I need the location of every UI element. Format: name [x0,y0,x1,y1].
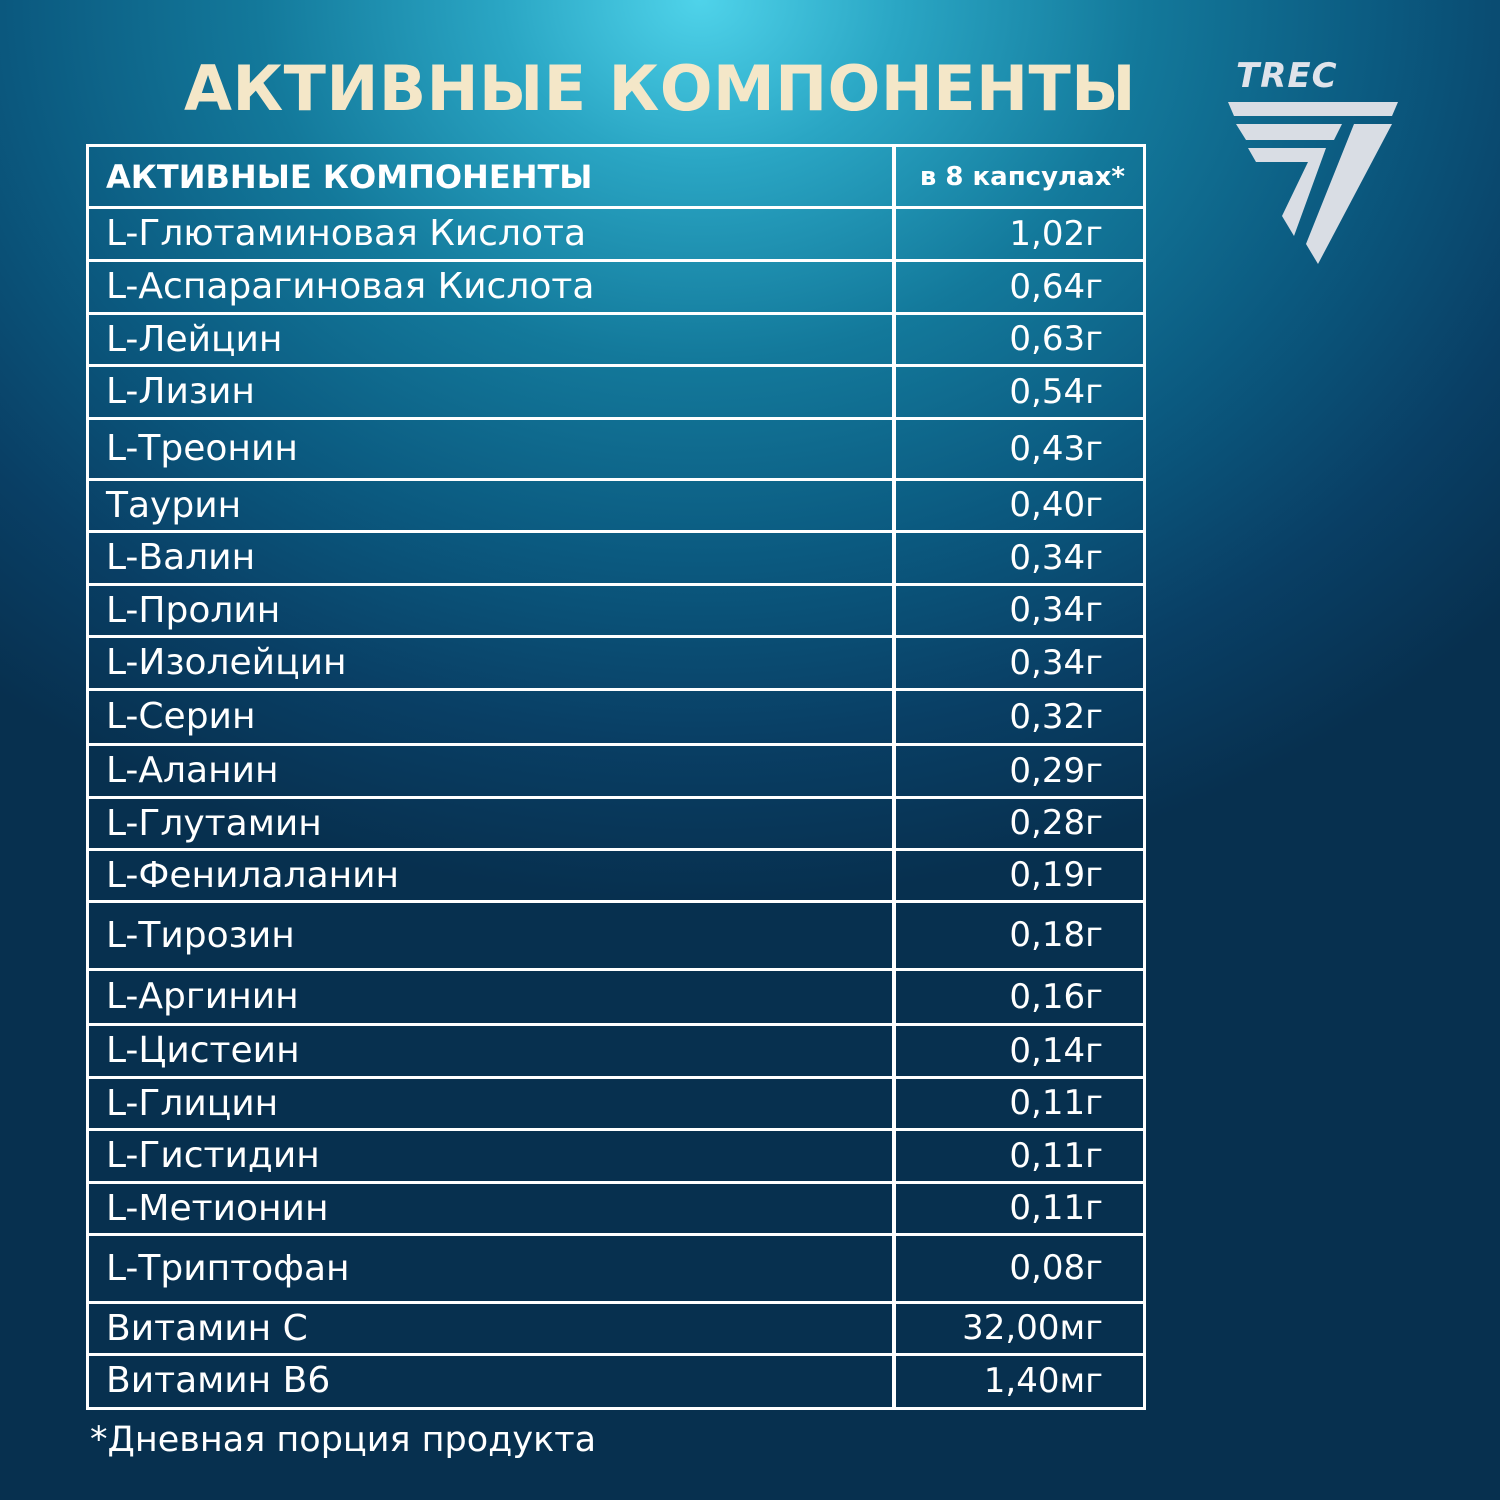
ingredient-name: L-Цистеин [106,1030,300,1071]
ingredient-amount: 0,11г [1009,1188,1103,1228]
ingredient-name: L-Метионин [106,1187,329,1229]
table-row [89,1129,1143,1182]
ingredient-name: L-Фенилаланин [106,854,400,896]
table-row [89,969,1143,1024]
ingredient-amount: 0,11г [1009,1135,1103,1176]
ingredient-name: L-Триптофан [106,1247,350,1289]
ingredient-name: Витамин B6 [106,1360,331,1401]
table-row [89,365,1143,418]
ingredient-amount: 0,08г [1009,1248,1103,1288]
ingredient-amount: 0,29г [1009,750,1103,791]
header-value-cell: в 8 капсулах* [919,162,1125,192]
ingredient-amount: 0,16г [1009,976,1103,1017]
ingredient-name: L-Серин [106,696,256,737]
ingredient-name: L-Глутамин [106,802,322,844]
ingredient-name: L-Лейцин [106,318,283,360]
ingredient-name: L-Изолейцин [106,642,347,683]
ingredient-amount: 0,43г [1009,428,1103,469]
table-row [89,207,1143,260]
ingredient-amount: 0,28г [1009,803,1103,843]
ingredient-amount: 0,19г [1009,855,1103,895]
table-row [89,260,1143,313]
ingredient-name: L-Аланин [106,750,279,791]
ingredients-table [86,144,1146,1410]
header-name-cell: АКТИВНЫЕ КОМПОНЕНТЫ [106,158,593,196]
brand-logo [1222,56,1404,270]
ingredient-amount: 0,34г [1009,537,1103,578]
ingredient-name: L-Гистидин [106,1135,320,1176]
table-row [89,1354,1143,1407]
ingredient-amount: 0,32г [1009,696,1103,737]
ingredient-amount: 0,64г [1009,266,1103,307]
ingredient-amount: 32,00мг [962,1308,1103,1348]
table-row [89,636,1143,689]
ingredient-amount: 0,54г [1009,371,1103,412]
table-row [89,797,1143,849]
table-row [89,584,1143,636]
table-row [89,849,1143,901]
ingredient-amount: 0,34г [1009,642,1103,683]
ingredient-name: L-Валин [106,537,256,578]
table-row [89,1234,1143,1302]
ingredient-amount: 0,34г [1009,590,1103,630]
table-row [89,744,1143,797]
table-row [89,479,1143,531]
table-row [89,1077,1143,1129]
ingredient-amount: 0,18г [1009,915,1103,955]
ingredient-name: L-Тирозин [106,914,295,956]
table-row [89,418,1143,479]
table-row [89,313,1143,365]
table-row [89,1302,1143,1354]
ingredient-name: L-Глютаминовая Кислота [106,213,587,254]
brand-emblem-icon [1222,96,1404,268]
ingredient-amount: 1,40мг [983,1360,1103,1401]
table-row [89,1182,1143,1234]
footnote: *Дневная порция продукта [90,1420,597,1460]
ingredient-amount: 1,02г [1009,213,1103,254]
ingredient-amount: 0,11г [1009,1083,1103,1123]
brand-wordmark: TREC [1236,56,1338,96]
ingredient-name: Таурин [106,484,242,526]
ingredient-name: L-Пролин [106,589,281,631]
ingredient-amount: 0,40г [1009,485,1103,525]
ingredient-amount: 0,14г [1009,1030,1103,1071]
table-row [89,901,1143,969]
ingredient-name: L-Глицин [106,1082,279,1124]
page-title: АКТИВНЫЕ КОМПОНЕНТЫ [183,52,1136,125]
table-row [89,1024,1143,1077]
ingredient-name: Витамин C [106,1307,308,1349]
ingredient-amount: 0,63г [1009,319,1103,359]
ingredient-name: L-Лизин [106,371,255,412]
table-row [89,689,1143,744]
ingredient-name: L-Аспарагиновая Кислота [106,266,595,307]
table-row [89,531,1143,584]
ingredient-name: L-Треонин [106,428,298,469]
ingredient-name: L-Аргинин [106,976,299,1017]
table-header-row [89,147,1143,207]
